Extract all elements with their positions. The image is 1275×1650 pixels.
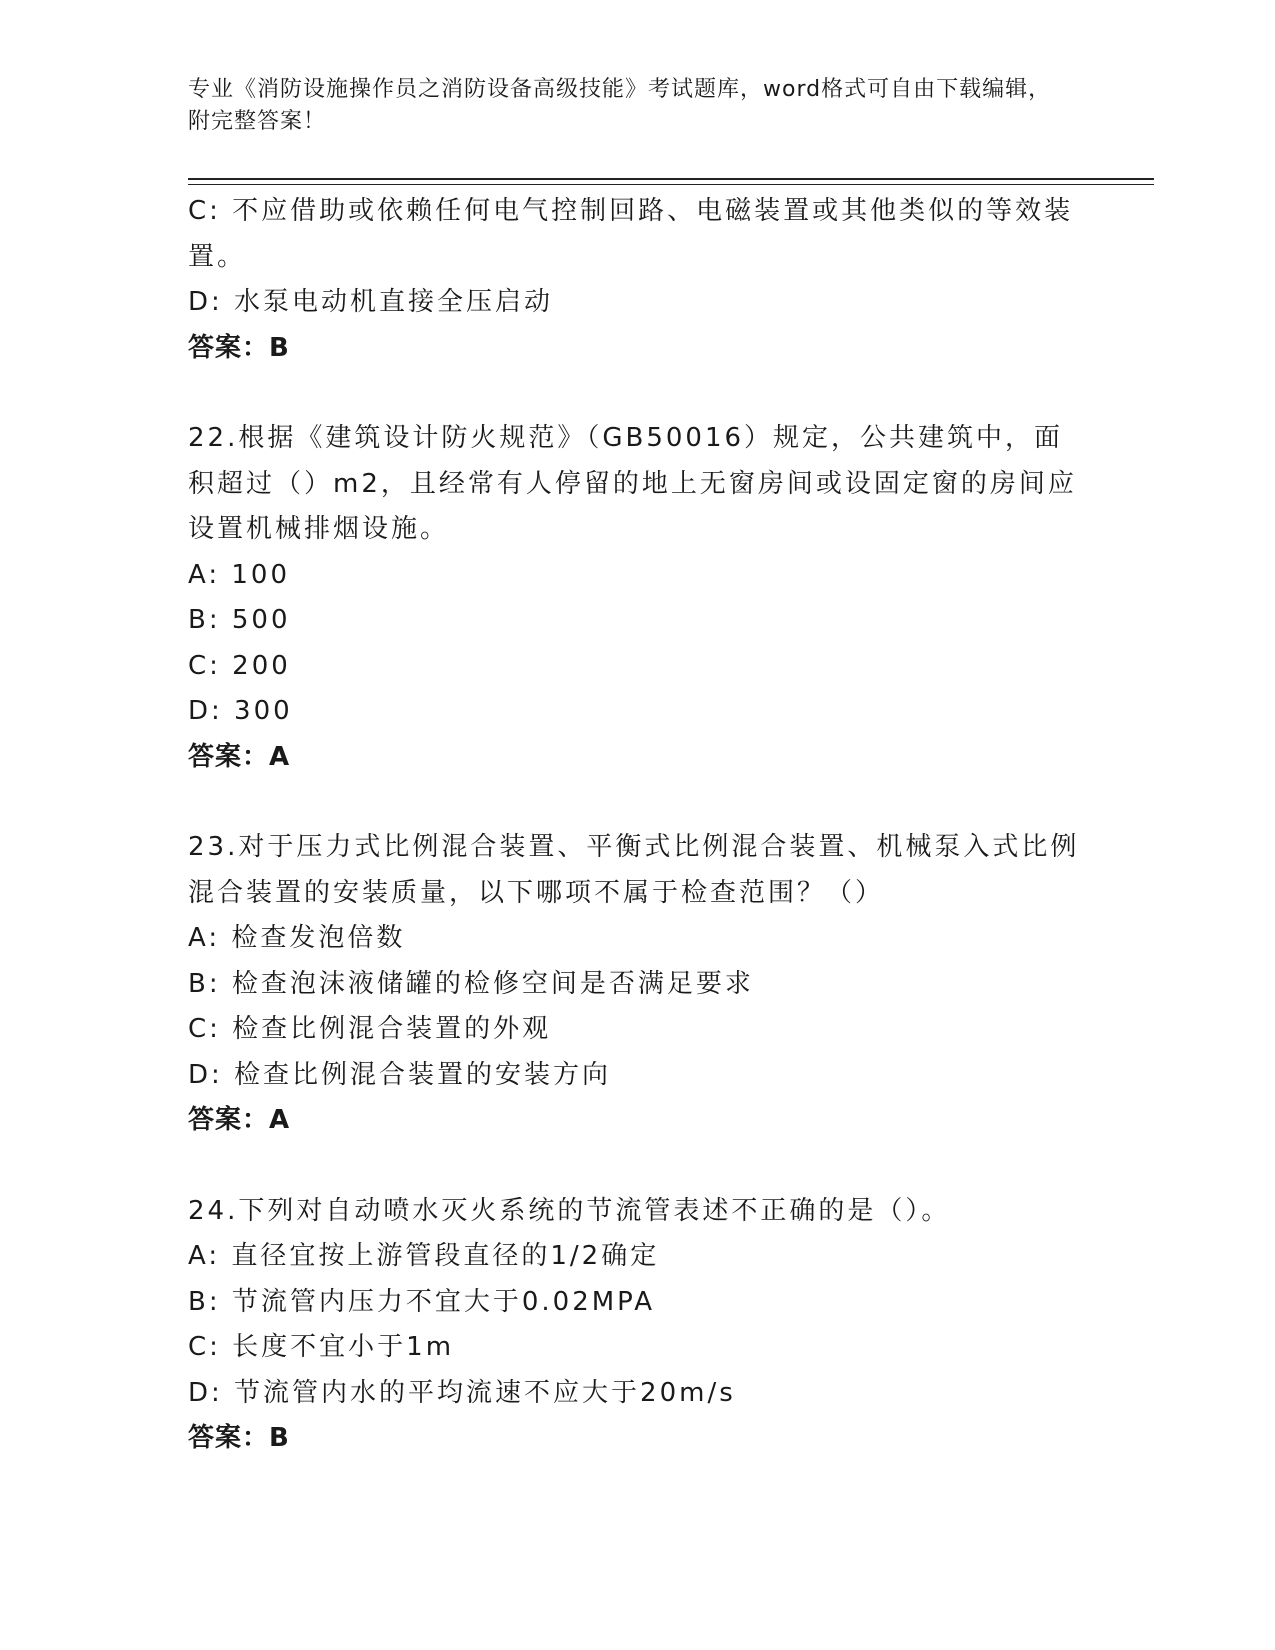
question-stem: 24.下列对自动喷水灭火系统的节流管表述不正确的是（）。	[188, 1195, 951, 1226]
answer: 答案：A	[188, 741, 291, 772]
spacer	[188, 780, 1088, 825]
option-d: D: 300	[188, 696, 293, 726]
option-a: A: 检查发泡倍数	[188, 923, 406, 953]
answer: 答案：A	[188, 1105, 291, 1135]
question-22	[188, 416, 1088, 780]
option-a: A: 100	[188, 559, 290, 590]
option-d: D: 节流管内水的平均流速不应大于20m/s	[188, 1377, 736, 1408]
header-divider-thick	[188, 178, 1154, 180]
answer: 答案：B	[188, 1423, 290, 1453]
option-c: C: 长度不宜小于1m	[188, 1332, 455, 1362]
option-d: D: 检查比例混合装置的安装方向	[188, 1059, 612, 1090]
spacer	[188, 1144, 1088, 1189]
option-c: C: 200	[188, 650, 291, 681]
option-b: B: 500	[188, 605, 291, 635]
option-b: B: 检查泡沫液储罐的检修空间是否满足要求	[188, 968, 754, 999]
header-divider-thin	[188, 184, 1154, 185]
question-list	[188, 189, 1088, 1462]
option-c: C: 不应借助或依赖任何电气控制回路、电磁装置或其他类似的等效装置。	[188, 196, 1074, 272]
question-23	[188, 825, 1088, 1144]
spacer	[188, 371, 1088, 416]
question-21-tail	[188, 189, 1088, 371]
option-d: D: 水泵电动机直接全压启动	[188, 287, 554, 317]
question-stem: 23.对于压力式比例混合装置、平衡式比例混合装置、机械泵入式比例混合装置的安装质量，以下哪项不属于检查范围？（）	[188, 832, 1080, 908]
option-b: B: 节流管内压力不宜大于0.02MPA	[188, 1286, 655, 1317]
option-c: C: 检查比例混合装置的外观	[188, 1014, 552, 1044]
question-24	[188, 1189, 1088, 1462]
option-a: A: 直径宜按上游管段直径的1/2确定	[188, 1241, 660, 1271]
question-stem: 22.根据《建筑设计防火规范》（GB50016）规定，公共建筑中，面积超过（）m2，且经常有人停留的地上无窗房间或设固定窗的房间应设置机械排烟设施。	[188, 423, 1077, 544]
page-header: 专业《消防设施操作员之消防设备高级技能》考试题库，word格式可自由下载编辑，附完整答案！	[188, 77, 1052, 134]
answer: 答案：B	[188, 332, 290, 363]
